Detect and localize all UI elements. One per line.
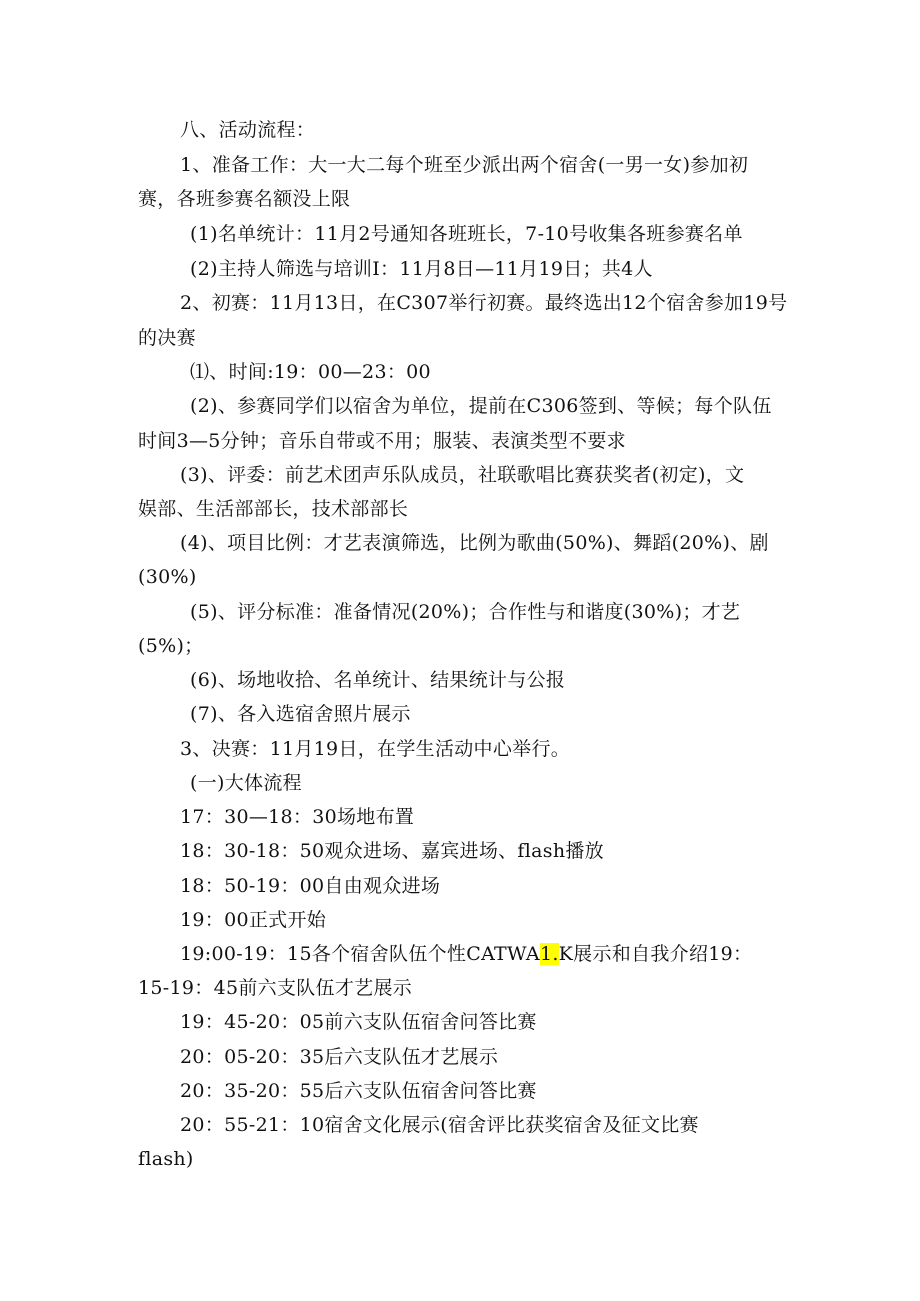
text-line: 20：55-21：10宿舍文化展示(宿舍评比获奖宿舍及征文比赛 xyxy=(180,1114,699,1136)
text-line: (3)、评委：前艺术团声乐队成员，社联歌唱比赛获奖者(初定)，文 xyxy=(180,464,745,486)
text-segment: 19:00-19：15各个宿舍队伍个性CATWA xyxy=(180,943,540,965)
text-line: 15-19：45前六支队伍才艺展示 xyxy=(138,977,413,999)
text-line: 18：30-18：50观众进场、嘉宾进场、flash播放 xyxy=(180,840,604,862)
text-segment: K展示和自我介绍19： xyxy=(558,943,753,965)
text-line: ⑴、时间:19：00—23：00 xyxy=(190,361,431,383)
text-line xyxy=(180,942,752,966)
text-line: flash) xyxy=(138,1148,194,1170)
highlighted-text: 1. xyxy=(539,943,559,965)
text-line: (6)、场地收拾、名单统计、结果统计与公报 xyxy=(190,669,566,691)
text-line: (5%)； xyxy=(138,635,204,657)
text-line: 2、初赛：11月13日，在C307举行初赛。最终选出12个宿舍参加19号 xyxy=(180,292,788,314)
text-line: (4)、项目比例：才艺表演筛选，比例为歌曲(50%)、舞蹈(20%)、剧 xyxy=(180,532,769,554)
text-line: 19：45-20：05前六支队伍宿舍问答比赛 xyxy=(180,1011,537,1033)
text-line: (5)、评分标准：准备情况(20%)；合作性与和谐度(30%)；才艺 xyxy=(190,601,741,623)
text-line: 18：50-19：00自由观众进场 xyxy=(180,875,441,897)
text-line: 19：00正式开始 xyxy=(180,909,327,931)
text-line: 20：35-20：55后六支队伍宿舍问答比赛 xyxy=(180,1080,537,1102)
text-line: 17：30—18：30场地布置 xyxy=(180,806,415,828)
text-line: 的决赛 xyxy=(138,327,196,349)
text-line: (2)主持人筛选与培训I：11月8日—11月19日；共4人 xyxy=(190,258,653,280)
text-line: 20：05-20：35后六支队伍才艺展示 xyxy=(180,1046,499,1068)
text-line: 娱部、生活部部长，技术部部长 xyxy=(138,498,409,520)
text-line: 八、活动流程： xyxy=(180,119,316,141)
text-line: (一)大体流程 xyxy=(190,772,302,794)
text-line: (1)名单统计：11月2号通知各班班长，7-10号收集各班参赛名单 xyxy=(190,223,743,245)
text-line: 1、准备工作：大一大二每个班至少派出两个宿舍(一男一女)参加初 xyxy=(180,154,749,176)
text-line: 时间3—5分钟；音乐自带或不用；服装、表演类型不要求 xyxy=(138,430,626,452)
text-line: 赛，各班参赛名额没上限 xyxy=(138,188,351,210)
text-line: (2)、参赛同学们以宿舍为单位，提前在C306签到、等候；每个队伍 xyxy=(190,395,772,417)
text-line: (30%) xyxy=(138,566,197,588)
text-line: 3、决赛：11月19日，在学生活动中心举行。 xyxy=(180,738,571,760)
text-line: (7)、各入选宿舍照片展示 xyxy=(190,703,411,725)
